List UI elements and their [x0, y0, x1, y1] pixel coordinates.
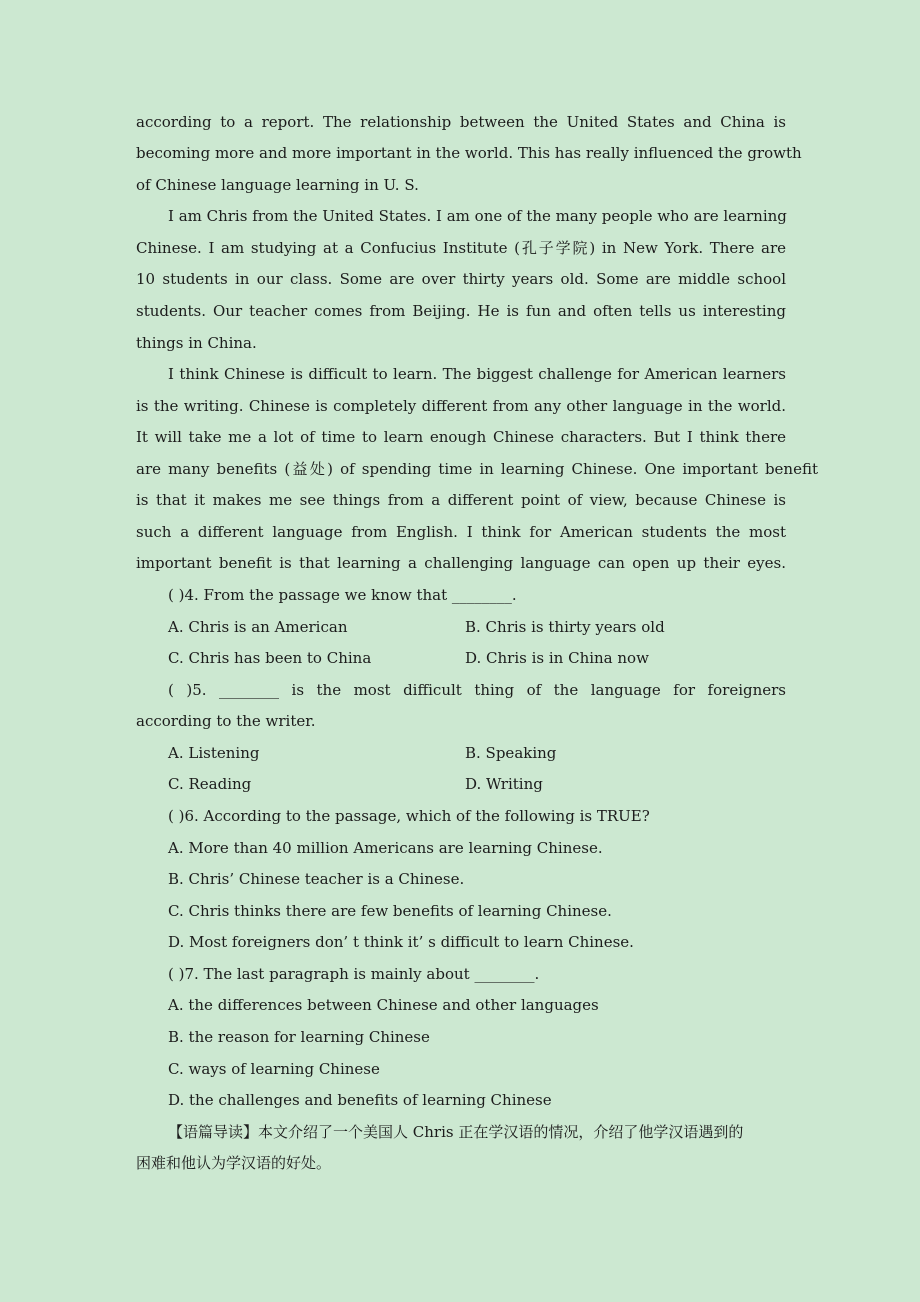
option-d: D. Writing — [465, 775, 543, 793]
passage-line: I think Chinese is difficult to learn. The biggest challenge for American learners — [168, 365, 786, 383]
passage-line: becoming more and more important in the world. This has really influenced the growth — [136, 144, 802, 162]
question-6-stem: ( )6. According to the passage, which of the following is TRUE? — [168, 807, 650, 825]
question-4-options-row — [168, 643, 786, 674]
option-c: C. ways of learning Chinese — [168, 1060, 380, 1078]
option-a: A. the differences between Chinese and other languages — [168, 996, 599, 1014]
option-a: A. Chris is an American — [168, 618, 348, 636]
passage-line: of Chinese language learning in U. S. — [136, 176, 419, 194]
option-c: C. Chris has been to China — [168, 649, 372, 667]
question-7-stem: ( )7. The last paragraph is mainly about ________. — [168, 965, 540, 983]
question-5-options-row — [168, 738, 786, 769]
option-d: D. the challenges and benefits of learning Chinese — [168, 1091, 552, 1109]
option-a: A. More than 40 million Americans are learning Chinese. — [168, 839, 603, 857]
option-c: C. Chris thinks there are few benefits of learning Chinese. — [168, 902, 612, 920]
passage-line: I am Chris from the United States. I am one of the many people who are learning — [168, 207, 787, 225]
passage-line: are many benefits (益处) of spending time in learning Chinese. One important benefit — [136, 460, 818, 478]
reading-guide-line: 困难和他认为学汉语的好处。 — [136, 1154, 332, 1172]
question-5-stem: ( )5. ________ is the most difficult thing of the language for foreigners — [168, 681, 786, 699]
option-d: D. Most foreigners don’ t think it’ s difficult to learn Chinese. — [168, 933, 634, 951]
option-c: C. Reading — [168, 775, 252, 793]
option-d: D. Chris is in China now — [465, 649, 649, 667]
passage-line: 10 students in our class. Some are over thirty years old. Some are middle school — [136, 270, 786, 288]
question-5-options-row — [168, 769, 786, 800]
passage-line: It will take me a lot of time to learn enough Chinese characters. But I think there — [136, 428, 786, 446]
passage-line: important benefit is that learning a challenging language can open up their eyes. — [136, 554, 786, 572]
passage-line: is that it makes me see things from a different point of view, because Chinese is — [136, 491, 786, 509]
passage-line: Chinese. I am studying at a Confucius Institute (孔子学院) in New York. There are — [136, 239, 786, 257]
passage-line: things in China. — [136, 334, 257, 352]
passage-line: students. Our teacher comes from Beijing. He is fun and often tells us interesting — [136, 302, 786, 320]
question-4-options-row — [168, 612, 786, 643]
option-b: B. Chris is thirty years old — [465, 618, 665, 636]
question-5-stem-cont: according to the writer. — [136, 712, 316, 730]
passage-line: according to a report. The relationship between the United States and China is — [136, 113, 786, 131]
reading-guide-line: 【语篇导读】本文介绍了一个美国人 Chris 正在学汉语的情况，介绍了他学汉语遇到的 — [168, 1123, 744, 1141]
option-b: B. Speaking — [465, 744, 557, 762]
option-b: B. Chris’ Chinese teacher is a Chinese. — [168, 870, 465, 888]
passage-line: such a different language from English. I think for American students the most — [136, 523, 786, 541]
passage-line: is the writing. Chinese is completely different from any other language in the world. — [136, 397, 786, 415]
option-b: B. the reason for learning Chinese — [168, 1028, 430, 1046]
question-4-stem: ( )4. From the passage we know that ________. — [168, 586, 517, 604]
option-a: A. Listening — [168, 744, 260, 762]
